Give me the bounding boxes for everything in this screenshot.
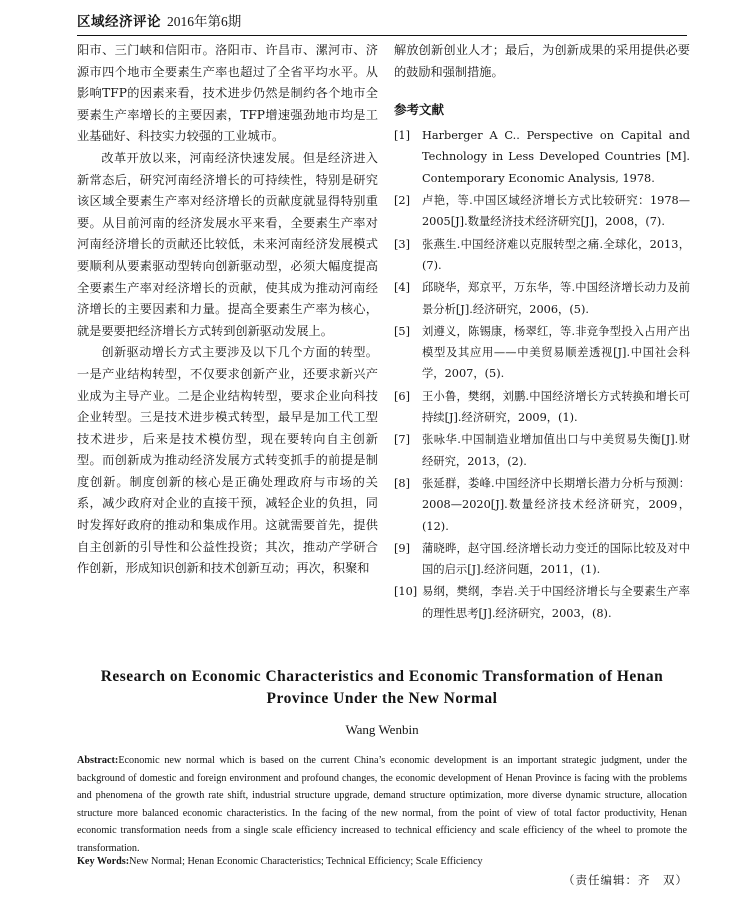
reference-text: 易纲，樊纲，李岩.关于中国经济增长与全要素生产率的理性思考[J].经济研究，2003，(8).: [422, 585, 690, 620]
reference-item: [394, 386, 690, 429]
reference-list: [394, 125, 690, 624]
journal-name: 区域经济评论: [77, 14, 161, 29]
author-name: Wang Wenbin: [345, 722, 419, 737]
reference-item: [394, 125, 690, 189]
reference-number: [9]: [394, 541, 411, 555]
abstract-text: Economic new normal which is based on the current China’s economic development is an important strategic judgment, under the background of domestic and foreign environment and profound changes, the economic development of Henan Province is facing with the problems and phenomena of the growth rate shift, industrial structure upgrade, demand structure optimization, more diverse dynamic structure, allocation structure more balanced economic characteristics. In the facing of the new normal, from the point of view of total factor productivity, Henan economic transformation needs from a single scale efficiency increased to technical efficiency and scale efficiency of the wheel to promote the transformation.: [77, 755, 687, 854]
english-title-line-1: Research on Economic Characteristics and Economic Transformation of Henan: [100, 668, 664, 685]
english-keywords: [77, 853, 687, 870]
issue-number: 2016年第6期: [167, 14, 242, 29]
reference-number: [6]: [394, 389, 411, 403]
reference-number: [5]: [394, 324, 411, 338]
references-heading: 参考文献: [394, 102, 445, 118]
responsible-editor: （责任编辑：齐 双）: [563, 873, 688, 887]
abstract-label: Abstract:: [77, 755, 119, 766]
body-paragraph-3: 创新驱动增长方式主要涉及以下几个方面的转型。一是产业结构转型，不仅要求创新产业，还要求新兴产业成为主导产业。二是企业结构转型，要求企业向科技企业转型。三是技术进步模式转型，最早是加工代工型技术进步，后来是技术模仿型，现在要转向自主创新型。而创新成为推动经济发展方式转变抓手的前提是制度创新。制度创新的核心是正确处理政府与市场的关系，减少政府对企业的直接干预，减轻企业的负担，同时发挥好政府的推动和集成作用。这就需要首先，提供自主创新的引导性和公益性投资；其次，推动产学研合作创新，形成知识创新和技术创新互动；再次，积聚和: [77, 345, 378, 576]
body-paragraph-2: 改革开放以来，河南经济快速发展。但是经济进入新常态后，研究河南经济增长的可持续性，特别是研究该区域全要素生产率对经济增长的贡献度就显得特别重要。从目前河南的经济发展水平来看，全要素生产率对河南经济增长的贡献还比较低，未来河南经济发展模式要顺利从要素驱动型转向创新驱动型，必须大幅度提高全要素生产率对经济增长的贡献，使其成为推动河南经济增长的主要因素和力量。提高全要素生产率为核心，就是要要把经济增长方式转到创新驱动发展上。: [77, 150, 378, 338]
reference-text: 卢艳，等.中国区域经济增长方式比较研究：1978—2005[J].数量经济技术经济研究[J]，2008，(7).: [422, 194, 690, 229]
reference-text: 蒲晓晔，赵守国.经济增长动力变迁的国际比较及对中国的启示[J].经济问题，2011，(1).: [422, 541, 690, 577]
reference-item: [394, 277, 690, 320]
keywords-text: New Normal; Henan Economic Characteristics; Technical Efficiency; Scale Efficiency: [129, 856, 483, 867]
reference-text: Harberger A C.. Perspective on Capital and Technology in Less Developed Countries [M]. Contemporary Economic Analysis, 1978.: [422, 129, 690, 185]
reference-number: [8]: [394, 476, 411, 490]
english-title: [77, 666, 687, 710]
english-abstract: [77, 752, 687, 858]
reference-item: [394, 581, 690, 624]
reference-number: [7]: [394, 433, 411, 447]
reference-number: [3]: [394, 237, 411, 251]
body-paragraph-1: 阳市、三门峡和信阳市。洛阳市、许昌市、漯河市、济源市四个地市全要素生产率也超过了全省平均水平。从影响TFP的因素来看，技术进步仍然是制约各个地市全要素生产率增长的主要因素，TFP增速强劲地市均是工业基础好、科技实力较强的工业城市。: [77, 43, 378, 144]
reference-number: [1]: [394, 129, 411, 143]
reference-item: [394, 190, 690, 233]
reference-item: [394, 234, 690, 277]
reference-text: 刘遵义，陈锡康，杨翠红，等.非竞争型投入占用产出模型及其应用——中美贸易顺差透视[J].中国社会科学，2007，(5).: [422, 324, 690, 381]
body-paragraph-continuation: 解放创新创业人才；最后，为创新成果的采用提供必要的鼓励和强制措施。: [394, 43, 690, 79]
running-header: [77, 9, 687, 36]
english-title-line-2: Province Under the New Normal: [266, 690, 498, 707]
right-column: [394, 40, 690, 625]
reference-text: 张延群，娄峰.中国经济中长期增长潜力分析与预测：2008—2020[J].数量经济技术经济研究，2009，(12).: [422, 476, 690, 533]
left-column: [77, 40, 378, 580]
reference-number: [2]: [394, 194, 411, 208]
reference-text: 张燕生.中国经济难以克服转型之痛.全球化，2013，(7).: [422, 237, 690, 272]
reference-item: [394, 321, 690, 385]
reference-item: [394, 473, 690, 537]
reference-text: 邱晓华，郑京平，万东华，等.中国经济增长动力及前景分析[J].经济研究，2006，(5).: [422, 281, 690, 316]
reference-item: [394, 429, 690, 472]
reference-number: [10]: [394, 585, 418, 599]
reference-number: [4]: [394, 281, 411, 295]
keywords-label: Key Words:: [77, 856, 130, 867]
reference-item: [394, 538, 690, 581]
reference-text: 张咏华.中国制造业增加值出口与中美贸易失衡[J].财经研究，2013，(2).: [422, 433, 690, 468]
reference-text: 王小鲁，樊纲，刘鹏.中国经济增长方式转换和增长可持续[J].经济研究，2009，(1).: [422, 389, 690, 425]
